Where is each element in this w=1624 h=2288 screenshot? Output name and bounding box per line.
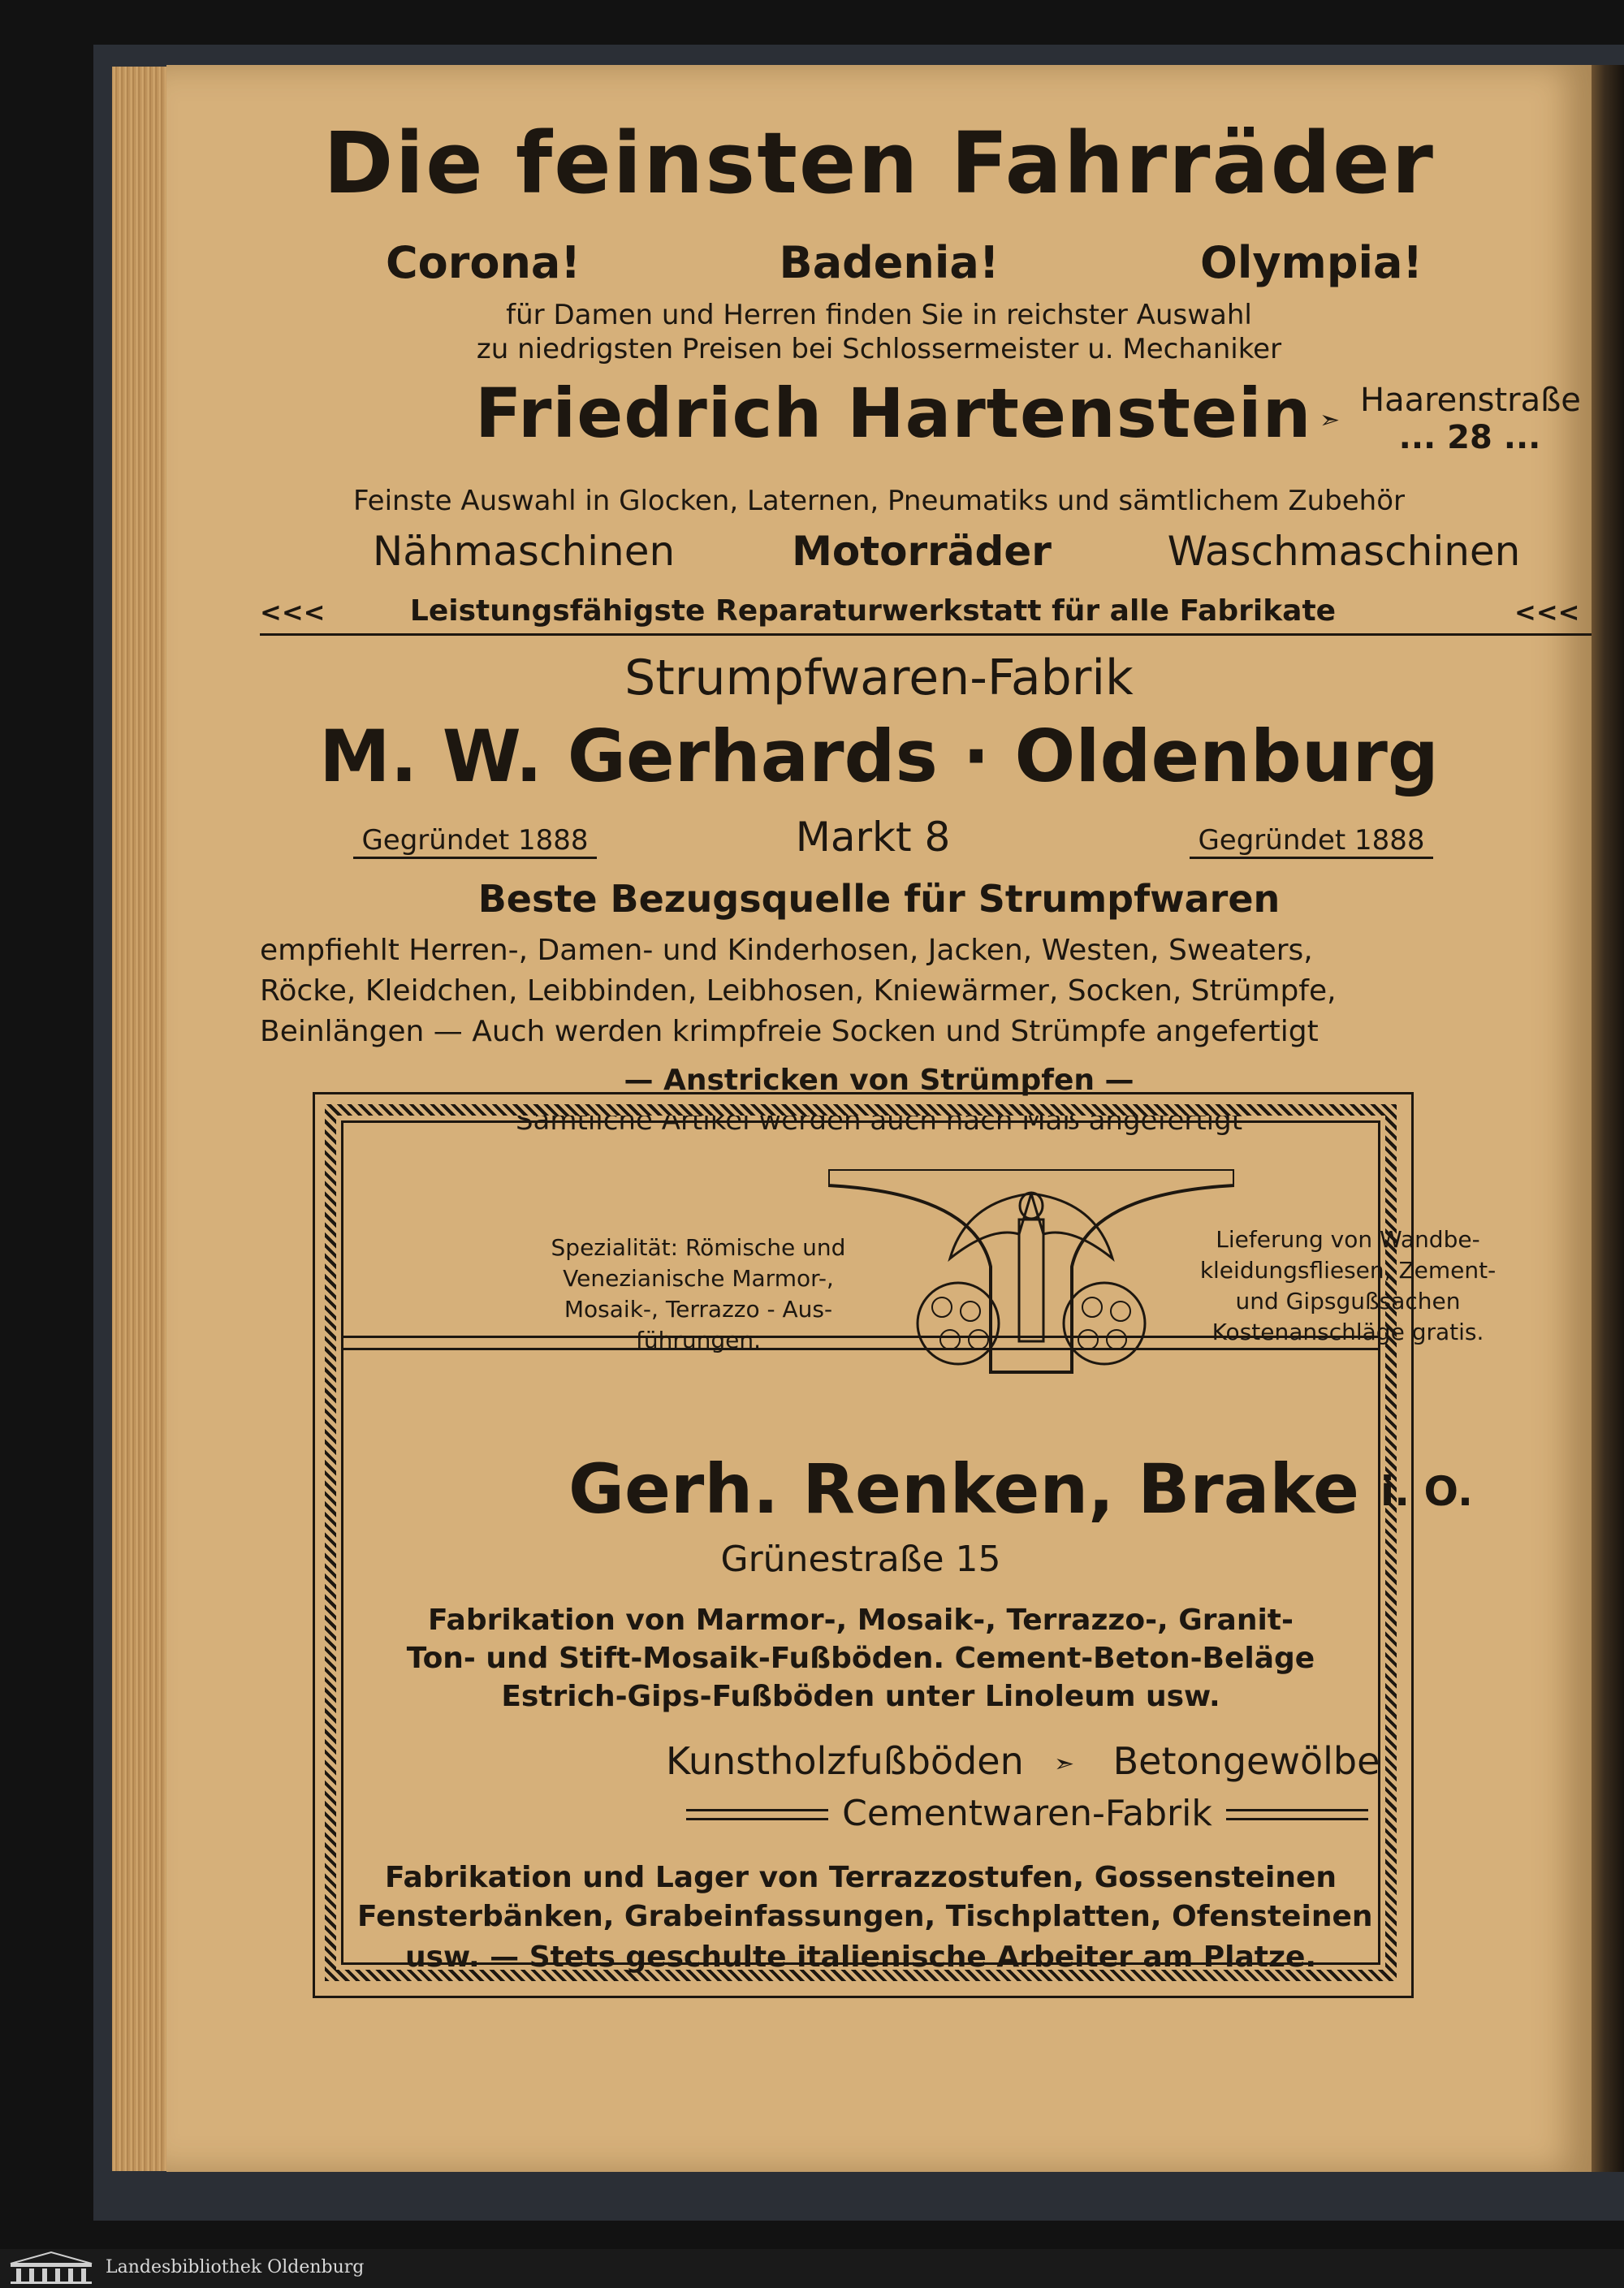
ad3-delivery-block <box>1194 1224 1502 1348</box>
ad1-divider <box>260 633 1592 636</box>
ad3-floor1: Kunstholzfußböden <box>666 1739 1024 1783</box>
footer-library-name: Landesbibliothek Oldenburg <box>106 2257 365 2277</box>
ad2-subtitle: Beste Bezugsquelle für Strumpfwaren <box>477 877 1281 921</box>
ad3-rule-right <box>1226 1809 1368 1820</box>
ad3-text3: Estrich-Gips-Fußböden unter Linoleum usw. <box>501 1680 1220 1713</box>
library-building-icon <box>6 2251 96 2285</box>
ad3-specialty-block <box>520 1232 877 1356</box>
ad3-floor2: Betongewölbe <box>1112 1739 1380 1783</box>
ad3-rule-left <box>686 1809 828 1820</box>
ad1-accessories: Feinste Auswahl in Glocken, Laternen, Pneumatiks und sämtlichem Zubehör <box>352 485 1406 517</box>
ad3-text5: Fensterbänken, Grabeinfassungen, Tischplatten, Ofensteinen <box>357 1900 1373 1933</box>
ad3-text4: Fabrikation und Lager von Terrazzostufen, Gossensteinen <box>384 1861 1337 1894</box>
ad2-knitting: — Anstricken von Strümpfen — <box>624 1064 1134 1097</box>
ad1-marks-left: <<< <box>260 597 326 628</box>
ad1-number: ... 28 ... <box>1398 419 1541 456</box>
book-gutter <box>1592 65 1624 2172</box>
ad1-product-washing: Waschmaschinen <box>1167 528 1521 575</box>
ad3-text1: Fabrikation von Marmor-, Mosaik-, Terrazzo-, Granit- <box>428 1604 1294 1637</box>
ad1-name: Friedrich Hartenstein <box>475 373 1312 453</box>
ad2-measure: Sämtliche Artikel werden auch nach Maß angefertigt <box>515 1104 1243 1137</box>
ad2-body2: Röcke, Kleidchen, Leibbinden, Leibhosen, Kniewärmer, Socken, Strümpfe, <box>260 974 1337 1008</box>
ad3-name-suffix: i. O. <box>1380 1468 1473 1515</box>
ad3-arrow-icon: ➣ <box>1054 1750 1075 1778</box>
ad1-product-motor: Motorräder <box>792 528 1052 575</box>
ad2-name: M. W. Gerhards · Oldenburg <box>319 714 1439 798</box>
ad1-product-sewing: Nähmaschinen <box>372 528 676 575</box>
ad2-body1: empfiehlt Herren-, Damen- und Kinderhosen, Jacken, Westen, Sweaters, <box>260 934 1313 967</box>
ad3-angel-ornament-icon <box>828 1169 1234 1380</box>
ad1-line1: für Damen und Herren finden Sie in reichster Auswahl <box>506 299 1252 331</box>
ad3-right-3: und Gipsgußsachen <box>1235 1288 1461 1315</box>
ad3-left-2: Venezianische Marmor-, <box>563 1265 834 1292</box>
ad1-brand-corona: Corona! <box>386 237 581 288</box>
ad3-right-4: Kostenanschläge gratis. <box>1212 1319 1484 1345</box>
ad1-brand-badenia: Badenia! <box>779 237 1000 288</box>
ad2-founded-left: Gegründet 1888 <box>353 824 597 859</box>
ad3-left-1: Spezialität: Römische und <box>551 1234 846 1261</box>
ad1-line2: zu niedrigsten Preisen bei Schlossermeister u. Mechaniker <box>476 333 1282 365</box>
ad3-factory: Cementwaren-Fabrik <box>842 1793 1212 1834</box>
ad1-marks-right: <<< <box>1514 597 1580 628</box>
ad3-left-3: Mosaik-, Terrazzo - Aus- <box>564 1296 833 1323</box>
ad3-name: Gerh. Renken, Brake <box>568 1449 1359 1529</box>
ad3-address: Grünestraße 15 <box>720 1539 1001 1580</box>
ad3-text2: Ton- und Stift-Mosaik-Fußböden. Cement-Beton-Beläge <box>406 1642 1315 1675</box>
ad3-right-2: kleidungsfliesen, Zement- <box>1199 1257 1497 1284</box>
ad2-title: Strumpfwaren-Fabrik <box>624 650 1134 706</box>
ad3-left-4: führungen. <box>636 1327 761 1353</box>
ad1-repair: Leistungsfähigste Reparaturwerkstatt für alle Fabrikate <box>409 594 1337 628</box>
ad3-text6: usw. — Stets geschulte italienische Arbeiter am Platze. <box>404 1940 1317 1974</box>
ad1-street: Haarenstraße <box>1360 382 1581 419</box>
ad2-body3: Beinlängen — Auch werden krimpfreie Socken und Strümpfe angefertigt <box>260 1015 1319 1048</box>
ad2-address: Markt 8 <box>795 814 951 861</box>
ad2-founded-right: Gegründet 1888 <box>1190 824 1433 859</box>
ad3-right-1: Lieferung von Wandbe- <box>1216 1226 1480 1253</box>
ad1-headline: Die feinsten Fahrräder <box>323 114 1435 213</box>
ad1-brand-olympia: Olympia! <box>1199 237 1423 288</box>
ad1-arrow-icon: ➣ <box>1320 406 1341 434</box>
